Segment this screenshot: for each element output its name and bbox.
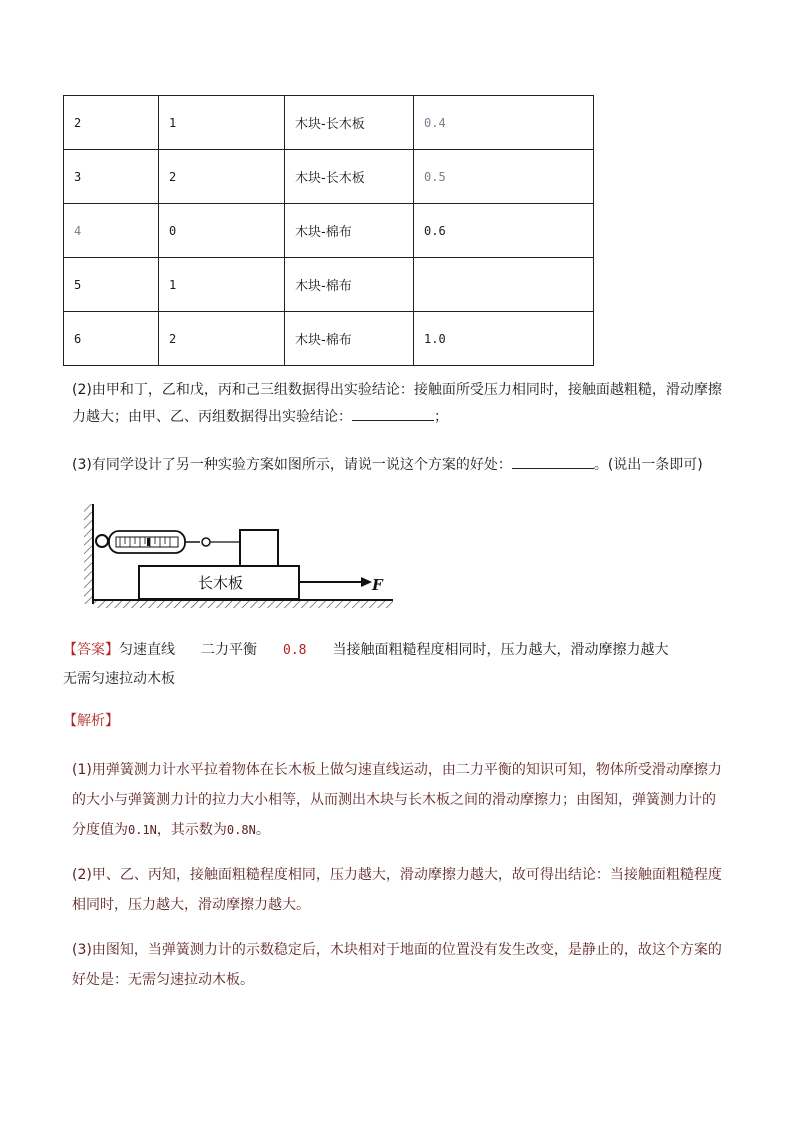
answer-5: 无需匀速拉动木板 — [63, 671, 175, 687]
table-cell: 4 — [64, 204, 159, 258]
answer-3: 0.8 — [283, 643, 307, 658]
question-3-end: 。(说出一条即可) — [593, 457, 703, 473]
question-2-end: ； — [434, 409, 448, 425]
question-2-line-1: (2)由甲和丁，乙和戊，丙和己三组数据得出实验结论：接触面所受压力相同时，接触面越粗糙，滑动摩擦 — [72, 382, 722, 398]
table-cell: 0.6 — [414, 204, 594, 258]
answer-1: 匀速直线 — [119, 642, 175, 658]
analysis-text: ，其示数为 — [156, 822, 227, 838]
answer-tag: 【答案】 — [63, 642, 119, 658]
table-cell: 0.5 — [414, 150, 594, 204]
question-2-line-2 — [72, 404, 732, 431]
answer-block — [63, 636, 763, 693]
board-label: 长木板 — [198, 574, 244, 592]
answer-4: 当接触面粗糙程度相同时，压力越大，滑动摩擦力越大 — [332, 642, 669, 658]
analysis-line: (2)甲、乙、丙知，接触面粗糙程度相同，压力越大，滑动摩擦力越大，故可得出结论：当接触面粗糙程度 — [72, 867, 722, 883]
table-cell — [414, 258, 594, 312]
analysis-paragraph-1 — [72, 755, 722, 845]
table-row — [64, 312, 594, 366]
analysis-line — [72, 815, 722, 845]
answer-line-1 — [63, 636, 763, 665]
table-cell: 2 — [159, 150, 285, 204]
table-cell: 0.4 — [414, 96, 594, 150]
question-2 — [72, 377, 732, 431]
table-row — [64, 204, 594, 258]
scale-ring — [96, 535, 108, 547]
wood-block — [240, 530, 278, 566]
wall-hatch — [84, 504, 93, 604]
table-cell: 3 — [64, 150, 159, 204]
analysis-line: 的大小与弹簧测力计的拉力大小相等，从而测出木块与长木板之间的滑动摩擦力；由图知，弹簧测力计的 — [72, 792, 716, 808]
force-label: F — [372, 576, 383, 594]
question-3 — [72, 452, 732, 479]
floor-hatch — [93, 600, 393, 608]
analysis-text: 分度值为 — [72, 822, 128, 838]
arrow-right-icon — [361, 577, 372, 587]
answer-2: 二力平衡 — [201, 642, 257, 658]
table-cell: 木块-棉布 — [285, 258, 414, 312]
analysis-paragraph-3 — [72, 935, 722, 995]
analysis-title: 【解析】 — [63, 713, 119, 729]
scale-pointer — [147, 538, 150, 546]
analysis-text: 。 — [255, 822, 270, 838]
question-2-text: 力越大；由甲、乙、丙组数据得出实验结论： — [72, 409, 352, 425]
analysis-line: 好处是：无需匀速拉动木板。 — [72, 972, 254, 988]
hook-icon — [202, 538, 210, 546]
experiment-apparatus-figure — [78, 500, 398, 612]
table-cell: 木块-长木板 — [285, 96, 414, 150]
answer-blank[interactable] — [512, 454, 594, 469]
answer-line-2 — [63, 665, 763, 693]
table-row — [64, 150, 594, 204]
table-cell: 5 — [64, 258, 159, 312]
analysis-line: (1)用弹簧测力计水平拉着物体在长木板上做匀速直线运动，由二力平衡的知识可知，物体所受滑动摩擦力 — [72, 762, 722, 778]
table-row — [64, 96, 594, 150]
table-row — [64, 258, 594, 312]
answer-blank[interactable] — [352, 406, 434, 421]
analysis-paragraph-2 — [72, 860, 722, 920]
table-cell: 木块-棉布 — [285, 312, 414, 366]
table-cell: 2 — [159, 312, 285, 366]
table-cell: 1 — [159, 258, 285, 312]
table-cell: 0 — [159, 204, 285, 258]
analysis-line: 相同时，压力越大，滑动摩擦力越大。 — [72, 897, 310, 913]
analysis-line: (3)由图知，当弹簧测力计的示数稳定后，木块相对于地面的位置没有发生改变，是静止的，故这个方案的 — [72, 942, 722, 958]
table-cell: 木块-棉布 — [285, 204, 414, 258]
table-cell: 1.0 — [414, 312, 594, 366]
table-cell: 木块-长木板 — [285, 150, 414, 204]
experiment-data-table — [63, 95, 594, 366]
analysis-value: 0.1N — [128, 823, 157, 837]
question-3-text: (3)有同学设计了另一种实验方案如图所示，请说一说这个方案的好处： — [72, 457, 512, 473]
table-cell: 1 — [159, 96, 285, 150]
table-cell: 6 — [64, 312, 159, 366]
analysis-value: 0.8N — [226, 823, 256, 837]
table-cell: 2 — [64, 96, 159, 150]
